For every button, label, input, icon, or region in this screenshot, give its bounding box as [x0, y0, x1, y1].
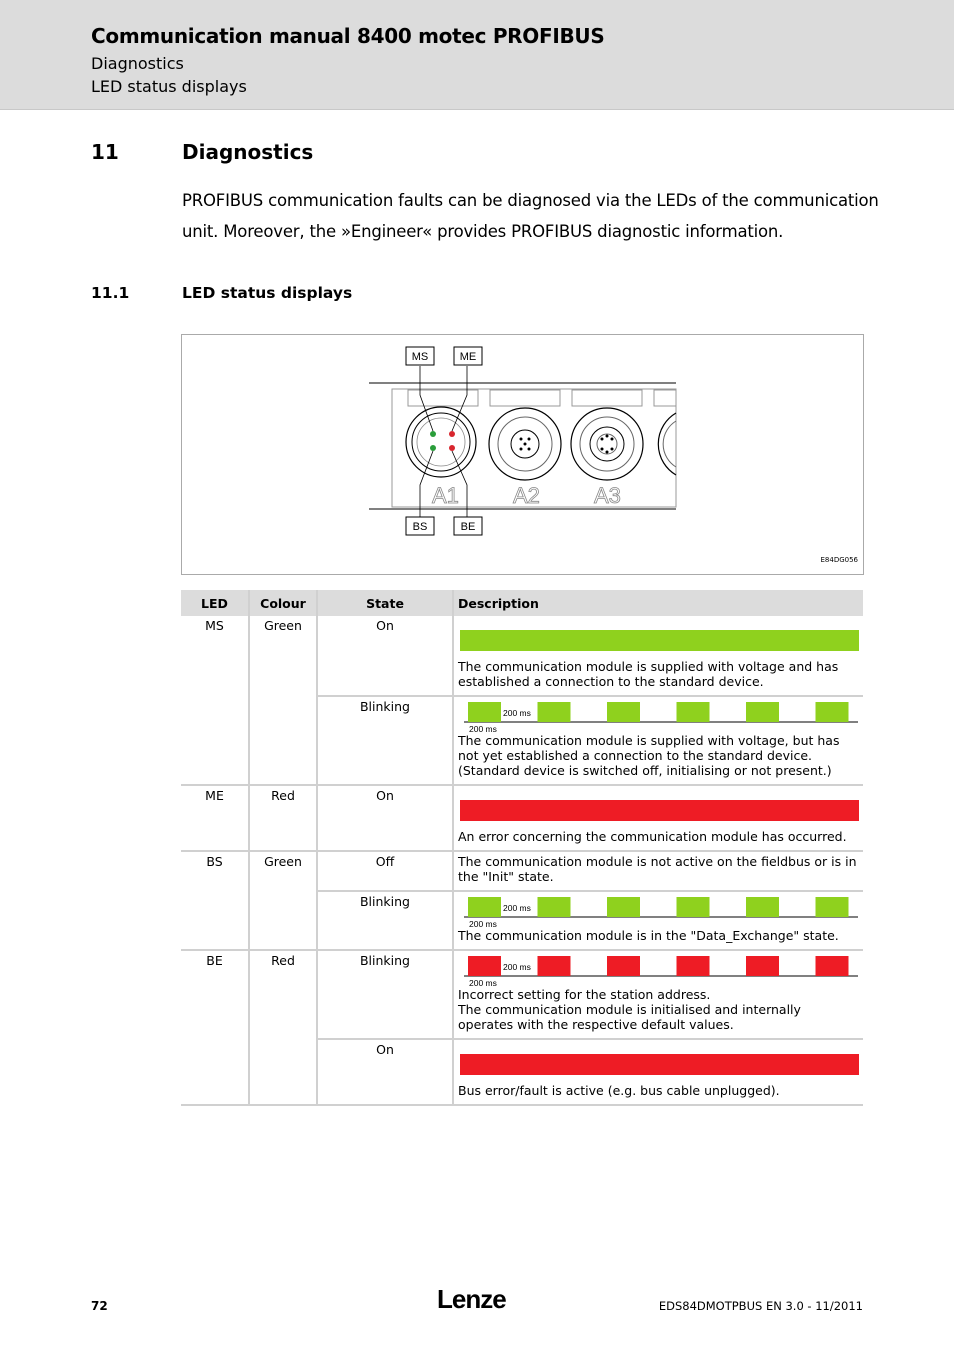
header-chapter: Diagnostics	[91, 54, 184, 73]
figure-code: E84DG056	[820, 556, 858, 564]
blink-pulse	[746, 897, 779, 917]
table-row	[181, 616, 863, 696]
page-number: 72	[91, 1299, 108, 1313]
blink-pulse	[816, 897, 849, 917]
cell-colour: Green	[249, 616, 317, 785]
label-be: BE	[460, 521, 476, 533]
blink-pulse	[538, 702, 571, 722]
table-body	[181, 616, 863, 1105]
description-text: An error concerning the communication module has occurred.	[458, 829, 847, 844]
cell-description	[453, 851, 863, 891]
page-header	[0, 0, 954, 110]
blink-pulse	[607, 956, 640, 976]
blink-on-duration-label: 200 ms	[469, 978, 497, 987]
table-row	[181, 950, 863, 1039]
blink-pulse	[607, 897, 640, 917]
cell-description	[453, 785, 863, 851]
blink-off-duration-label: 200 ms	[503, 708, 531, 718]
connector-label-a1: A1	[432, 483, 459, 508]
blink-pulse	[677, 956, 710, 976]
description-text: The communication module is not active on the fieldbus or is in the "Init" state.	[458, 854, 857, 884]
description-text: The communication module is supplied with voltage, but has not yet established a connection to the standard device. (Standard device is switched off, initialising or not present.)	[458, 733, 840, 778]
led-bs	[430, 445, 436, 451]
cell-description	[453, 616, 863, 696]
blink-on-duration-label: 200 ms	[469, 724, 497, 733]
table-header-row	[181, 590, 863, 616]
header-section: LED status displays	[91, 77, 247, 96]
blink-off-duration-label: 200 ms	[503, 962, 531, 972]
blink-pulse	[746, 956, 779, 976]
blink-pulse	[677, 702, 710, 722]
col-header-colour: Colour	[249, 590, 317, 616]
col-header-led: LED	[181, 590, 249, 616]
label-me: ME	[459, 351, 477, 363]
cell-description	[453, 696, 863, 785]
connector-label-a3: A3	[594, 483, 621, 508]
blink-pulse	[468, 702, 501, 722]
table-row	[181, 785, 863, 851]
blink-pulse	[677, 897, 710, 917]
cell-led: BS	[181, 851, 249, 950]
table-row	[181, 851, 863, 891]
blink-signal-diagram	[458, 955, 858, 987]
cell-state: On	[317, 616, 453, 696]
blink-pulse	[816, 702, 849, 722]
steady-signal-bar	[460, 800, 859, 821]
col-header-description: Description	[453, 590, 863, 616]
cell-colour: Red	[249, 950, 317, 1105]
led-me	[449, 431, 455, 437]
section-number: 11	[91, 140, 119, 164]
subsection-number: 11.1	[91, 284, 130, 302]
description-text: Incorrect setting for the station address. The communication module is initialised and internally operates with the respective default values.	[458, 987, 801, 1032]
led-ms	[430, 431, 436, 437]
cell-state: On	[317, 785, 453, 851]
description-text: The communication module is in the "Data_Exchange" state.	[458, 928, 839, 943]
document-id: EDS84DMOTPBUS EN 3.0 - 11/2011	[658, 1299, 863, 1313]
cell-led: BE	[181, 950, 249, 1105]
blink-off-duration-label: 200 ms	[503, 903, 531, 913]
description-text: Bus error/fault is active (e.g. bus cable unplugged).	[458, 1083, 780, 1098]
col-header-state: State	[317, 590, 453, 616]
lenze-logo: Lenze	[437, 1284, 506, 1314]
cell-state: Off	[317, 851, 453, 891]
blink-signal-diagram	[458, 701, 858, 733]
device-illustration	[182, 335, 863, 574]
blink-on-duration-label: 200 ms	[469, 919, 497, 928]
blink-pulse	[538, 956, 571, 976]
subsection-title: LED status displays	[182, 284, 353, 302]
cell-state: Blinking	[317, 950, 453, 1039]
steady-signal-bar	[460, 1054, 859, 1075]
blink-pulse	[607, 702, 640, 722]
blink-pulse	[468, 956, 501, 976]
blink-signal-diagram	[458, 896, 858, 928]
cell-state: Blinking	[317, 696, 453, 785]
blink-pulse	[816, 956, 849, 976]
label-ms: MS	[411, 351, 429, 363]
led-be	[449, 445, 455, 451]
led-figure	[181, 334, 864, 575]
cell-colour: Red	[249, 785, 317, 851]
blink-pulse	[538, 897, 571, 917]
blink-pulse	[468, 897, 501, 917]
description-text: The communication module is supplied with voltage and has established a connection to the standard device.	[458, 659, 839, 689]
steady-signal-bar	[460, 630, 859, 651]
cell-colour: Green	[249, 851, 317, 950]
led-status-table	[181, 590, 863, 1106]
section-title: Diagnostics	[182, 140, 314, 164]
cell-led: MS	[181, 616, 249, 785]
cell-state: Blinking	[317, 891, 453, 950]
cell-description	[453, 1039, 863, 1105]
label-bs: BS	[412, 521, 428, 533]
cell-description	[453, 950, 863, 1039]
cell-led: ME	[181, 785, 249, 851]
blink-pulse	[746, 702, 779, 722]
connector-label-a2: A2	[513, 483, 540, 508]
cell-state: On	[317, 1039, 453, 1105]
cell-description	[453, 891, 863, 950]
section-intro: PROFIBUS communication faults can be diagnosed via the LEDs of the communication unit. Moreover, the »Engineer« provides PROFIBUS diagnostic information.	[182, 191, 879, 241]
document-title: Communication manual 8400 motec PROFIBUS	[91, 24, 605, 48]
